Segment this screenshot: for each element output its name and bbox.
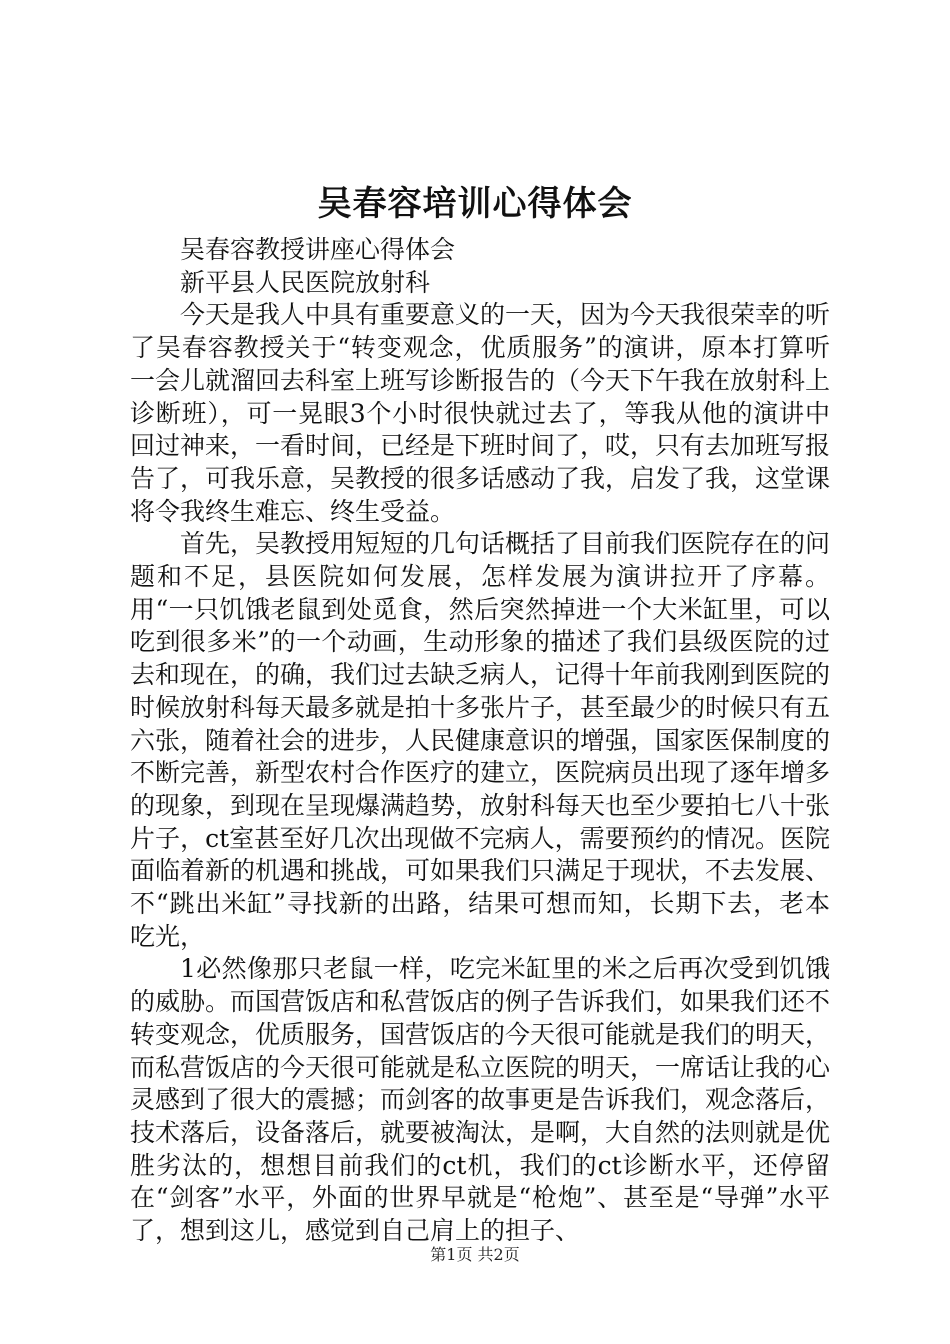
department-line: 新平县人民医院放射科 (180, 267, 431, 297)
subtitle-line: 吴春容教授讲座心得体会 (180, 235, 456, 264)
page-footer: 第1页 共2页 (430, 1245, 520, 1264)
document-body (130, 234, 830, 1248)
body-paragraph: 首先，吴教授用短短的几句话概括了目前我们医院存在的问题和不足，县医院如何发展，怎样发展为演讲拉开了序幕。用“一只饥饿老鼠到处觅食，然后突然掉进一个大米缸里，可以吃到很多米”的一个动画，生动形象的描述了我们县级医院的过去和现在，的确，我们过去缺乏病人，记得十年前我刚到医院的时候放射科每天最多就是拍十多张片子，甚至最少的时候只有五六张，随着社会的进步，人民健康意识的增强，国家医保制度的不断完善，新型农村合作医疗的建立，医院病员出现了逐年增多的现象，到现在呈现爆满趋势，放射科每天也至少要拍七八十张片子，ct室甚至好几次出现做不完病人，需要预约的情况。医院面临着新的机遇和挑战，可如果我们只满足于现状，不去发展、不“跳出米缸”寻找新的出路，结果可想而知，长期下去，老本吃光， (130, 529, 831, 951)
body-paragraph: 1必然像那只老鼠一样，吃完米缸里的米之后再次受到饥饿的威胁。而国营饭店和私营饭店的例子告诉我们，如果我们还不转变观念，优质服务，国营饭店的今天很可能就是我们的明天，而私营饭店的今天很可能就是私立医院的明天，一席话让我的心灵感到了很大的震撼；而剑客的故事更是告诉我们，观念落后，技术落后，设备落后，就要被淘汰，是啊，大自然的法则就是优胜劣汰的，想想目前我们的ct机，我们的ct诊断水平，还停留在“剑客”水平，外面的世界早就是“枪炮”、甚至是“导弹”水平了，想到这儿，感觉到自己肩上的担子、 (130, 954, 831, 1246)
document-title: 吴春容培训心得体会 (317, 184, 633, 224)
body-paragraph: 今天是我人中具有重要意义的一天，因为今天我很荣幸的听了吴春容教授关于“转变观念，优质服务”的演讲，原本打算听一会儿就溜回去科室上班写诊断报告的（今天下午我在放射科上诊断班），可一晃眼3个小时很快就过去了，等我从他的演讲中回过神来，一看时间，已经是下班时间了，哎，只有去加班写报告了，可我乐意，吴教授的很多话感动了我，启发了我，这堂课将令我终生难忘、终生受益。 (130, 300, 831, 526)
